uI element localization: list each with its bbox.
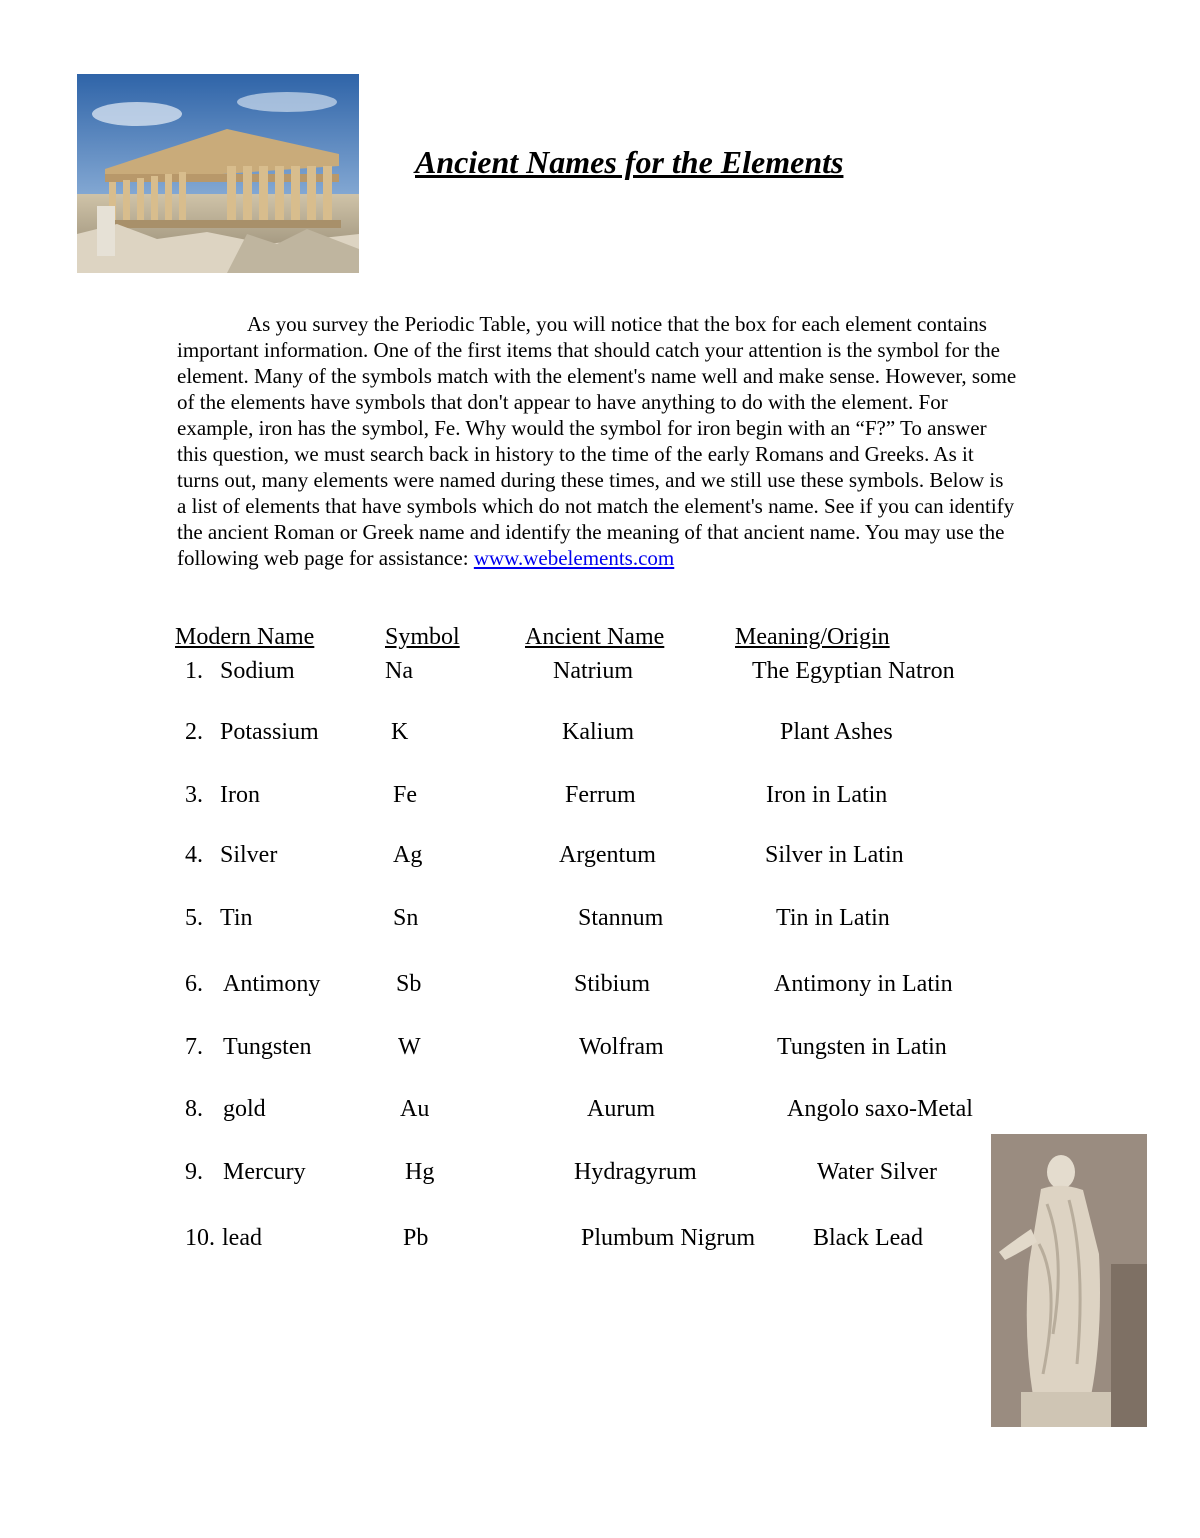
modern-name: Sodium: [220, 658, 295, 684]
symbol: Sn: [393, 905, 419, 931]
modern-name: lead: [222, 1225, 262, 1251]
meaning: The Egyptian Natron: [752, 658, 955, 684]
symbol: Na: [385, 658, 413, 684]
meaning: Angolo saxo-Metal: [787, 1096, 973, 1122]
symbol: Hg: [405, 1159, 435, 1185]
intro-paragraph: [177, 311, 1017, 571]
parthenon-photo: [77, 74, 359, 273]
symbol: W: [398, 1034, 421, 1060]
meaning: Iron in Latin: [766, 782, 888, 808]
intro-text: As you survey the Periodic Table, you will notice that the box for each element contains important information. One of the first items that should catch your attention is the symbol for the element. Many of the symbols match with the element's name well and make sense. However, some of the elements have symbols that don't appear to have anything to do with the element. For example, iron has the symbol, Fe. Why would the symbol for iron begin with an “F?” To answer this question, we must search back in history to the time of the early Romans and Greeks. As it turns out, many elements were named during these times, and we still use these symbols. Below is a list of elements that have symbols which do not match the element's name. See if you can identify the ancient Roman or Greek name and identify the meaning of that ancient name. You may use the following web page for assistance:: [177, 312, 1017, 570]
meaning: Silver in Latin: [765, 842, 904, 868]
meaning: Plant Ashes: [780, 719, 893, 745]
ancient-name: Argentum: [559, 842, 656, 868]
row-number: 9.: [185, 1159, 203, 1185]
ancient-name: Kalium: [562, 719, 634, 745]
page-title: Ancient Names for the Elements: [415, 144, 844, 180]
modern-name: gold: [223, 1096, 266, 1122]
statue-illustration: [991, 1134, 1147, 1427]
row-number: 5.: [185, 905, 203, 931]
meaning: Tin in Latin: [776, 905, 890, 931]
header-modern-name: Modern Name: [175, 624, 315, 650]
symbol: Pb: [403, 1225, 429, 1251]
roman-statue-photo: [991, 1134, 1147, 1427]
modern-name: Tungsten: [223, 1034, 312, 1060]
ancient-name: Stibium: [574, 971, 651, 997]
symbol: Au: [400, 1096, 430, 1122]
ancient-name: Stannum: [578, 905, 664, 931]
modern-name: Antimony: [223, 971, 321, 997]
row-number: 8.: [185, 1096, 203, 1122]
symbol: K: [391, 719, 409, 745]
ancient-name: Hydragyrum: [574, 1159, 697, 1185]
row-number: 4.: [185, 842, 203, 868]
ancient-name: Natrium: [553, 658, 633, 684]
modern-name: Mercury: [223, 1159, 306, 1185]
webelements-link[interactable]: www.webelements.com: [473, 546, 675, 570]
modern-name: Potassium: [220, 719, 319, 745]
ancient-name: Ferrum: [565, 782, 636, 808]
meaning: Water Silver: [817, 1159, 938, 1185]
row-number: 1.: [185, 658, 203, 684]
header-ancient-name: Ancient Name: [525, 624, 665, 650]
parthenon-illustration: [77, 74, 359, 273]
row-number: 6.: [185, 971, 203, 997]
symbol: Ag: [393, 842, 423, 868]
header-symbol: Symbol: [385, 624, 460, 650]
meaning: Tungsten in Latin: [777, 1034, 947, 1060]
modern-name: Silver: [220, 842, 278, 868]
header-meaning: Meaning/Origin: [735, 624, 890, 650]
ancient-name: Wolfram: [579, 1034, 664, 1060]
row-number: 3.: [185, 782, 203, 808]
row-number: 7.: [185, 1034, 203, 1060]
symbol: Fe: [393, 782, 417, 808]
modern-name: Tin: [220, 905, 253, 931]
meaning: Black Lead: [813, 1225, 923, 1251]
ancient-name: Plumbum Nigrum: [581, 1225, 756, 1251]
ancient-name: Aurum: [587, 1096, 655, 1122]
row-number: 2.: [185, 719, 203, 745]
row-number: 10.: [185, 1225, 215, 1251]
symbol: Sb: [396, 971, 422, 997]
modern-name: Iron: [220, 782, 260, 808]
meaning: Antimony in Latin: [774, 971, 953, 997]
